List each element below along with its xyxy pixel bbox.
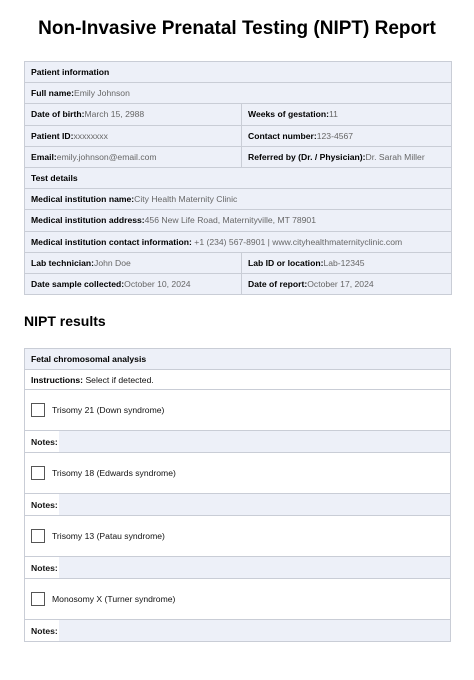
tech-value: John Doe: [94, 257, 131, 268]
dates-row: [25, 273, 452, 294]
weeks-field[interactable]: [242, 104, 452, 125]
test-section-row: [25, 167, 452, 188]
contact-field[interactable]: [242, 125, 452, 146]
results-table: [24, 348, 451, 642]
trisomy-13-label: Trisomy 13 (Patau syndrome): [52, 531, 165, 541]
referred-value: Dr. Sarah Miller: [365, 151, 425, 162]
dob-label: Date of birth:: [31, 109, 85, 120]
patient-id-field[interactable]: [25, 125, 242, 146]
trisomy-18-label: Trisomy 18 (Edwards syndrome): [52, 468, 176, 478]
result-row-trisomy-21: [25, 390, 451, 431]
collected-field[interactable]: [25, 273, 242, 294]
referred-label: Referred by (Dr. / Physician):: [248, 151, 366, 162]
result-row-monosomy-x: [25, 579, 451, 620]
notes-field-trisomy-13[interactable]: [59, 557, 450, 578]
email-field[interactable]: [25, 146, 242, 167]
dob-value: March 15, 2988: [84, 109, 145, 120]
inst-contact-label: Medical institution contact information:: [31, 236, 192, 247]
trisomy-18-checkbox[interactable]: [31, 466, 45, 480]
patient-id-label: Patient ID:: [31, 130, 74, 141]
address-label: Medical institution address:: [31, 215, 145, 226]
result-row-trisomy-18: [25, 453, 451, 494]
report-title: Non-Invasive Prenatal Testing (NIPT) Report: [38, 18, 436, 39]
full-name-value: Emily Johnson: [73, 88, 130, 99]
id-row: [25, 125, 452, 146]
tech-row: [25, 252, 452, 273]
notes-field-monosomy-x[interactable]: [59, 620, 450, 641]
report-date-field[interactable]: [242, 273, 452, 294]
contact-value: 123-4567: [316, 130, 354, 141]
nipt-results-heading: NIPT results: [24, 313, 106, 329]
report-date-value: October 17, 2024: [307, 278, 374, 289]
institution-row: [25, 189, 452, 210]
inst-contact-value: +1 (234) 567-8901 | www.cityhealthmaternityclinic.com: [194, 236, 403, 247]
notes-field-trisomy-18[interactable]: [59, 494, 450, 515]
full-name-label: Full name:: [31, 88, 74, 99]
patient-test-table: [24, 61, 452, 295]
contact-label: Contact number:: [248, 130, 317, 141]
trisomy-21-checkbox[interactable]: [31, 403, 45, 417]
collected-value: October 10, 2024: [124, 278, 191, 289]
address-field[interactable]: [25, 210, 452, 231]
test-section-header: Test details: [25, 167, 452, 188]
instructions-label: Instructions:: [31, 374, 84, 385]
institution-value: City Health Maternity Clinic: [134, 194, 238, 205]
collected-label: Date sample collected:: [31, 278, 125, 289]
instructions-row: [25, 370, 451, 390]
notes-label: Notes:: [25, 431, 59, 452]
results-section-row: [25, 349, 451, 370]
notes-label: Notes:: [25, 557, 59, 578]
institution-label: Medical institution name:: [31, 194, 135, 205]
address-value: 456 New Life Road, Maternityville, MT 78901: [144, 215, 316, 226]
patient-section-row: [25, 62, 452, 83]
instructions-text: Select if detected.: [85, 374, 154, 385]
notes-row: [25, 431, 451, 453]
trisomy-21-label: Trisomy 21 (Down syndrome): [52, 405, 165, 415]
full-name-row: [25, 83, 452, 104]
report-date-label: Date of report:: [248, 278, 308, 289]
instructions-cell: [25, 370, 451, 390]
notes-row: [25, 557, 451, 579]
tech-label: Lab technician:: [31, 257, 95, 268]
institution-field[interactable]: [25, 189, 452, 210]
weeks-label: Weeks of gestation:: [248, 109, 330, 120]
lab-label: Lab ID or location:: [248, 257, 324, 268]
patient-section-header: Patient information: [25, 62, 452, 83]
full-name-field[interactable]: [25, 83, 452, 104]
results-section-header: Fetal chromosomal analysis: [25, 349, 451, 370]
email-row: [25, 146, 452, 167]
dob-row: [25, 104, 452, 125]
patient-id-value: xxxxxxxx: [73, 130, 108, 141]
monosomy-x-checkbox[interactable]: [31, 592, 45, 606]
email-value: emily.johnson@email.com: [56, 151, 157, 162]
notes-row: [25, 620, 451, 642]
monosomy-x-label: Monosomy X (Turner syndrome): [52, 594, 176, 604]
result-row-trisomy-13: [25, 516, 451, 557]
lab-value: Lab-12345: [323, 257, 365, 268]
notes-field-trisomy-21[interactable]: [59, 431, 450, 452]
email-label: Email:: [31, 151, 57, 162]
notes-label: Notes:: [25, 494, 59, 515]
lab-field[interactable]: [242, 252, 452, 273]
weeks-value: 11: [329, 109, 338, 120]
referred-field[interactable]: [242, 146, 452, 167]
address-row: [25, 210, 452, 231]
inst-contact-row: [25, 231, 452, 252]
notes-label: Notes:: [25, 620, 59, 641]
notes-row: [25, 494, 451, 516]
inst-contact-field[interactable]: [25, 231, 452, 252]
tech-field[interactable]: [25, 252, 242, 273]
dob-field[interactable]: [25, 104, 242, 125]
trisomy-13-checkbox[interactable]: [31, 529, 45, 543]
